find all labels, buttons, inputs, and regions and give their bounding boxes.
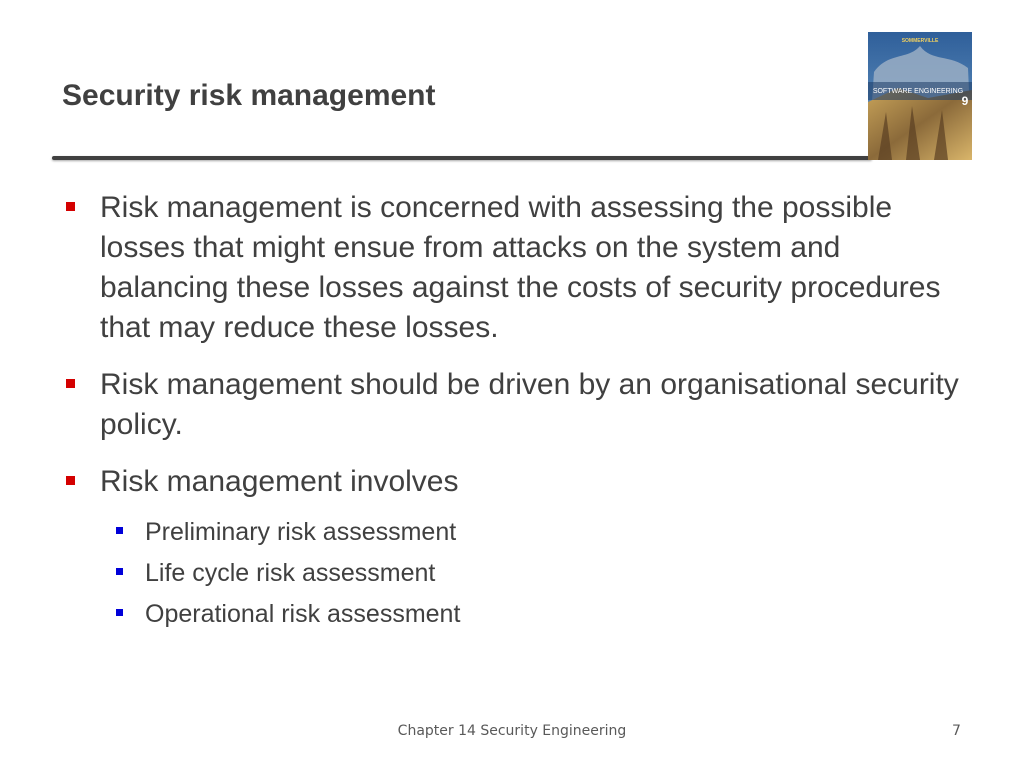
sub-bullet-text: Operational risk assessment: [145, 600, 461, 628]
blue-square-bullet-icon: [116, 568, 123, 575]
blue-square-bullet-icon: [116, 609, 123, 616]
sub-bullet-text: Life cycle risk assessment: [145, 559, 436, 587]
blue-square-bullet-icon: [116, 527, 123, 534]
sub-bullet-item: [62, 512, 962, 553]
book-cover-edition: 9: [961, 94, 969, 108]
bullet-text: Risk management involves: [100, 465, 459, 498]
title-underline: [52, 156, 872, 160]
bullet-item: [62, 365, 962, 445]
bullet-item: [62, 188, 962, 348]
sub-bullet-item: [62, 594, 962, 635]
book-cover-author: SOMMERVILLE: [901, 38, 939, 44]
book-cover-image: [868, 32, 972, 160]
sub-bullet-list: [62, 512, 962, 635]
slide-content: [62, 188, 962, 635]
red-square-bullet-icon: [66, 379, 75, 388]
red-square-bullet-icon: [66, 476, 75, 485]
red-square-bullet-icon: [66, 202, 75, 211]
page-number: 7: [952, 723, 961, 739]
book-cover-title: SOFTWARE ENGINEERING: [872, 88, 964, 95]
sub-bullet-text: Preliminary risk assessment: [145, 518, 457, 546]
bullet-item: [62, 462, 962, 502]
sub-bullet-item: [62, 553, 962, 594]
footer-caption: Chapter 14 Security Engineering: [397, 723, 627, 739]
slide-title: Security risk management: [62, 79, 436, 112]
bullet-text: Risk management is concerned with assessing the possible losses that might ensue from attacks on the system and balancing these losses against the costs of security procedures that may reduce these losses.: [100, 191, 941, 344]
bullet-text: Risk management should be driven by an organisational security policy.: [100, 368, 959, 441]
